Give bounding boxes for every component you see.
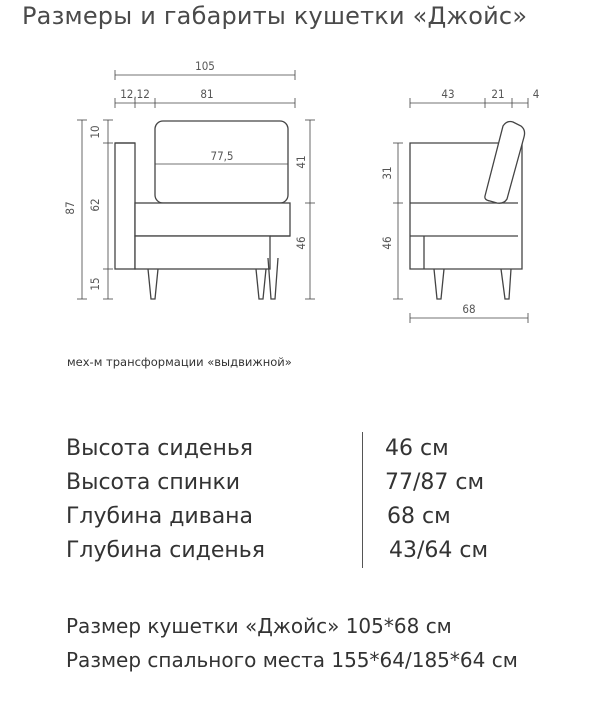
dim-back-depth: 21 (491, 87, 505, 101)
dim-seat-width: 81 (200, 87, 214, 101)
dim-top: 10 (88, 125, 102, 139)
dim-seat-height: 46 (294, 236, 308, 250)
page-title: Размеры и габариты кушетки «Джойс» (22, 2, 528, 30)
dim-total-height: 87 (63, 201, 77, 215)
spec-row (0, 470, 600, 502)
spec-row (0, 538, 600, 570)
technical-drawing (0, 0, 600, 360)
spec-label: Глубина дивана (66, 504, 254, 529)
spec-value: 46 см (385, 436, 449, 461)
spec-label: Высота спинки (66, 470, 241, 495)
dim-pillow: 4 (532, 87, 540, 101)
dim-side-seat-height: 46 (380, 236, 394, 250)
spec-row (0, 504, 600, 536)
spec-label: Глубина сиденья (66, 538, 265, 563)
dim-leg: 15 (88, 277, 102, 291)
spec-value: 68 см (387, 504, 451, 529)
dim-back-width: 77,5 (210, 149, 234, 163)
dim-back-height: 41 (294, 155, 308, 169)
sleeping-size-line: Размер спального места 155*64/185*64 см (66, 648, 518, 672)
spec-row (0, 436, 600, 468)
dim-arm: 12,12 (120, 87, 150, 101)
spec-value: 43/64 см (389, 538, 489, 563)
mechanism-caption: мех-м трансформации «выдвижной» (67, 355, 292, 369)
spec-value: 77/87 см (385, 470, 485, 495)
dim-mid: 62 (88, 198, 102, 212)
dim-total-width: 105 (195, 59, 215, 73)
dim-seat-depth: 43 (441, 87, 455, 101)
dim-side-back-height: 31 (380, 166, 394, 180)
spec-label: Высота сиденья (66, 436, 254, 461)
couch-size-line: Размер кушетки «Джойс» 105*68 см (66, 614, 452, 638)
dim-total-depth: 68 (462, 302, 476, 316)
